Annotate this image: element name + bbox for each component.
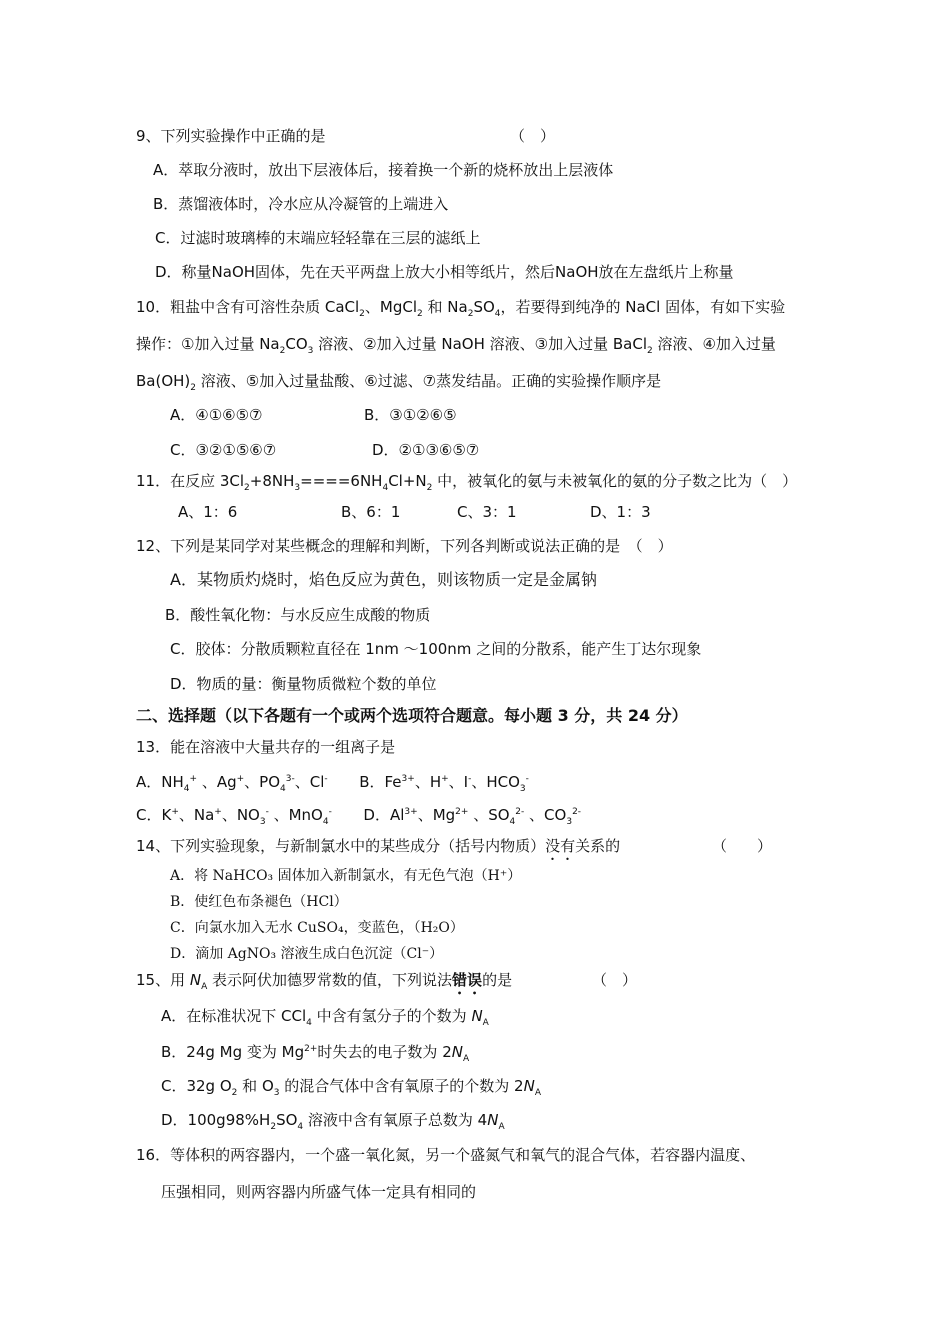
q12-option-c: C．胶体：分散质颗粒直径在 1nm ～100nm 之间的分散系，能产生丁达尔现象 [170,640,702,658]
q15-option-d: D．$100g98\%H_2SO_4$ 溶液中含有氧原子总数为 $4N_A$ [161,1111,505,1132]
q16-line-2: 压强相同，则两容器内所盛气体一定具有相同的 [161,1183,477,1201]
q14-option-c: C．向氯水加入无水 CuSO₄，变蓝色，（H₂O） [170,920,464,936]
q9-stem: 9、下列实验操作中正确的是 [136,127,326,145]
q9-option-a: A．萃取分液时，放出下层液体后，接着换一个新的烧杯放出上层液体 [153,161,614,179]
q11-stem: 11．在反应 $3Cl_2+8NH_3====6NH_4Cl+N_2$ 中，被氧化的氨与未被氧化的氨的分子数之比为（ ） [136,472,798,493]
q12-option-d: D．物质的量：衡量物质微粒个数的单位 [170,675,437,693]
q13-options-cd: C．K+、Na+、$NO_3^-$ 、MnO$_4$- D．$Al^{3+}$、$Mg^{2+}$ 、$SO_4^{2-}$ 、$CO_3^{2-}$ [136,806,582,827]
q14-stem: 14、下列实验现象，与新制氯水中的某些成分（括号内物质）没有关系的 [136,837,621,855]
q15-answer-paren: （ ） [592,971,638,989]
q14-option-d: D．滴加 AgNO₃ 溶液生成白色沉淀（Cl⁻） [170,946,444,962]
q10-line-1: 10．粗盐中含有可溶性杂质 CaCl$_2$、MgCl$_2$ 和 $Na_2SO_4$，若要得到纯净的 NaCl 固体，有如下实验 [136,298,786,319]
q13-options-ab: A．$NH_4^+$ 、Ag+、$PO_4^{3-}$、Cl- B．$Fe^{3+}$、H+、I-、$HCO_3^-$ [136,773,529,794]
q14-option-a: A．将 NaHCO₃ 固体加入新制氯水，有无色气泡（H⁺） [170,868,522,884]
q16-line-1: 16．等体积的两容器内，一个盛一氧化氮，另一个盛氮气和氧气的混合气体，若容器内温度、 [136,1146,756,1164]
q12-option-a: A．某物质灼烧时，焰色反应为黄色，则该物质一定是金属钠 [170,570,597,589]
q10-option-c: C．③②①⑤⑥⑦ [170,441,277,459]
q14-answer-paren: （ ） [712,837,773,855]
q15-option-a: A．在标准状况下 CCl$_4$ 中含有氢分子的个数为 $N_A$ [161,1007,489,1028]
q11-option-a: A、1：6 [178,503,238,521]
q12-option-b: B．酸性氧化物：与水反应生成酸的物质 [165,606,431,624]
q10-line-3: $Ba(OH)_2$ 溶液、⑤加入过量盐酸、⑥过滤、⑦蒸发结晶。正确的实验操作顺序是 [136,372,662,393]
q11-option-b: B、6：1 [341,503,401,521]
q10-option-a: A．④①⑥⑤⑦ [170,406,263,424]
q10-option-b: B．③①②⑥⑤ [364,406,457,424]
q11-option-c: C、3：1 [457,503,517,521]
q15-option-b: B．24g Mg 变为 $Mg^{2+}$时失去的电子数为 $2N_A$ [161,1043,470,1064]
q15-stem: 15、用 $N_A$ 表示阿伏加德罗常数的值，下列说法错误的是 [136,971,513,992]
q9-option-c: C．过滤时玻璃棒的末端应轻轻靠在三层的滤纸上 [155,229,481,247]
q10-option-d: D．②①③⑥⑤⑦ [372,441,480,459]
q9-option-b: B．蒸馏液体时，冷水应从冷凝管的上端进入 [153,195,449,213]
q9-option-d: D．称量NaOH固体，先在天平两盘上放大小相等纸片，然后NaOH放在左盘纸片上称量 [155,263,734,281]
section-2-heading: 二、选择题（以下各题有一个或两个选项符合题意。每小题 3 分，共 24 分） [136,706,688,725]
q13-stem: 13．能在溶液中大量共存的一组离子是 [136,738,396,756]
q14-option-b: B．使红色布条褪色（HCl） [170,894,348,910]
q15-option-c: C．32g $O_2$ 和 $O_3$ 的混合气体中含有氧原子的个数为 $2N_A$ [161,1077,541,1098]
q9-answer-paren: （ ） [510,127,556,145]
q10-line-2: 操作：①加入过量 $Na_2CO_3$ 溶液、②加入过量 NaOH 溶液、③加入过量 BaCl$_2$ 溶液、④加入过量 [136,335,776,356]
q12-stem: 12、下列是某同学对某些概念的理解和判断，下列各判断或说法正确的是 （ ） [136,537,673,555]
q11-option-d: D、1：3 [590,503,651,521]
